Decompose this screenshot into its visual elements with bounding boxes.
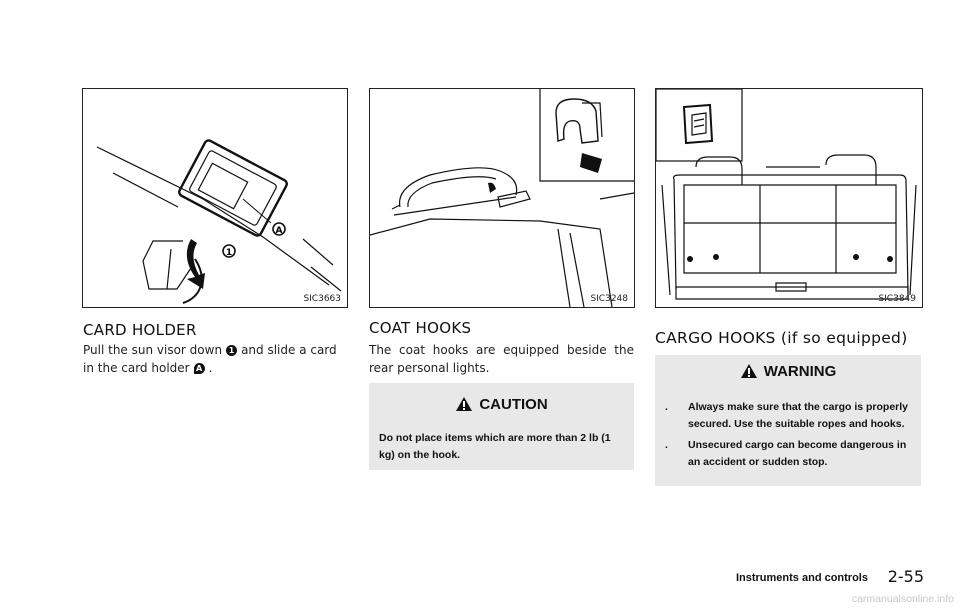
bullet-mark: . [665, 401, 668, 413]
caution-header [369, 396, 634, 413]
sun-visor-illustration [83, 89, 347, 307]
warning-bullet-text: Unsecured cargo can become dangerous in an accident or sudden stop. [688, 439, 907, 468]
watermark-text: carmanualsonline.info [851, 593, 954, 605]
warning-triangle-icon [455, 396, 473, 412]
warning-bullets [665, 399, 913, 471]
svg-text:1: 1 [225, 248, 233, 258]
card-holder-text-part: and slide a card [241, 343, 337, 357]
card-holder-heading: CARD HOLDER [83, 321, 197, 339]
caution-box [369, 383, 634, 470]
svg-text:A: A [275, 226, 283, 236]
caution-label: CAUTION [479, 396, 548, 413]
figure-coat-hooks [369, 88, 635, 308]
warning-header [655, 363, 921, 380]
warning-body [665, 399, 913, 475]
figure-code: SIC3663 [303, 294, 341, 304]
callout-a-icon: A [194, 363, 205, 374]
page-number: 2-55 [887, 567, 924, 586]
bullet-mark: . [665, 439, 668, 451]
coat-hook-illustration [370, 89, 634, 307]
coat-hooks-text: The coat hooks are equipped beside the rear personal lights. [369, 343, 634, 375]
footer-section-title: Instruments and controls [735, 572, 868, 584]
warning-bullet-item [665, 399, 913, 433]
warning-triangle-icon [740, 363, 758, 379]
coat-hooks-heading: COAT HOOKS [369, 319, 472, 337]
figure-card-holder [82, 88, 348, 308]
warning-box [655, 355, 921, 486]
figure-cargo-hooks [655, 88, 923, 308]
card-holder-text [83, 341, 353, 377]
caution-text: Do not place items which are more than 2 lb (1 kg) on the hook. [379, 432, 611, 461]
card-holder-text-part: . [208, 361, 213, 375]
callout-1-icon: 1 [226, 345, 237, 356]
callout-a-marker [273, 223, 285, 236]
warning-label: WARNING [763, 363, 837, 380]
callout-1-marker [223, 245, 235, 258]
card-holder-text-part: in the card holder [83, 361, 190, 375]
cargo-hooks-heading: CARGO HOOKS (if so equipped) [655, 329, 908, 347]
figure-code: SIC3849 [878, 294, 916, 304]
figure-code: SIC3248 [590, 294, 628, 304]
warning-bullet-item [665, 437, 913, 471]
card-holder-text-part: Pull the sun visor down [83, 343, 223, 357]
warning-bullet-text: Always make sure that the cargo is properly secured. Use the suitable ropes and hooks. [688, 401, 908, 430]
cargo-area-illustration [656, 89, 922, 307]
